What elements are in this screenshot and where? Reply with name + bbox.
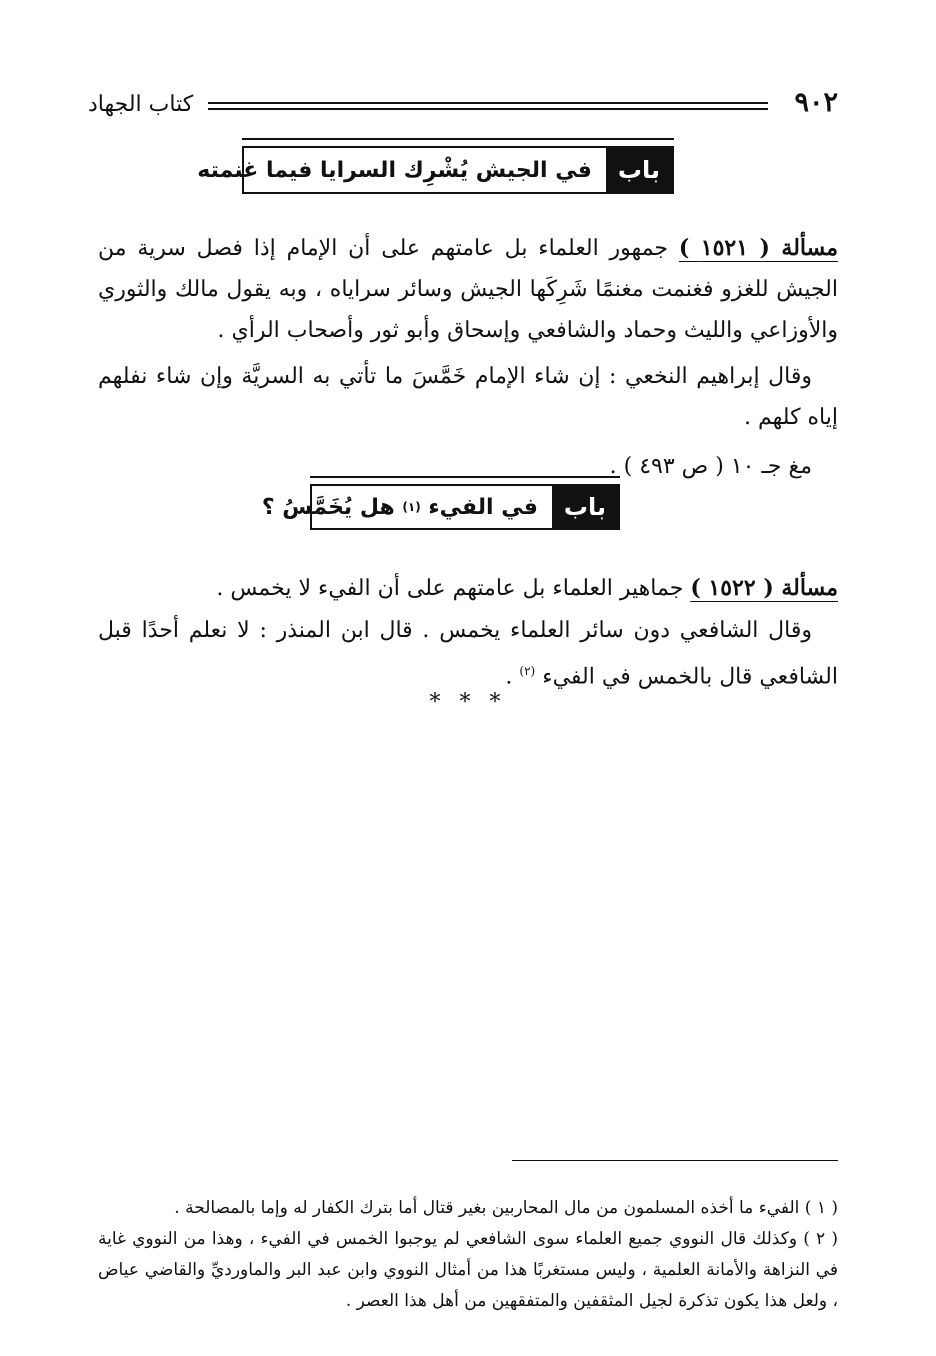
source-reference: مغ جـ ١٠ ( ص ٤٩٣ ) . — [609, 454, 812, 479]
chapter-title: في الجيش يُشْرِك السرايا فيما غنمته — [197, 157, 592, 183]
footnote-ref-2: (٢) — [519, 664, 536, 678]
chapter-title — [248, 486, 552, 528]
chapter-heading-2 — [261, 484, 620, 530]
chapter-label: باب — [552, 486, 618, 528]
page-number: ٩٠٢ — [794, 87, 838, 118]
chapter-heading-1 — [197, 146, 674, 194]
shafii-opinion-paragraph — [98, 610, 838, 697]
book-title: كتاب الجهاد — [88, 92, 194, 117]
nakhai-opinion-paragraph: وقال إبراهيم النخعي : إن شاء الإمام خَمَّسَ ما تأتي به السريَّة وإن شاء نفلهم إياه كلهم . — [98, 364, 838, 430]
issue-number-label: مسألة ( ١٥٢٢ ) — [690, 575, 838, 601]
chapter-title-part: هل يُخَمَّسُ ؟ — [261, 494, 395, 520]
footnote-2: ( ٢ ) وكذلك قال النووي جميع العلماء سوى الشافعي لم يوجبوا الخمس في الفيء ، وهذا من النووي غاية في النزاهة والأمانة العلمية ، وليس مستغربًا هذا من أمثال النووي وابن عبد البر والماورديِّ والقاضي عياض ، ولعل هذا يكون تذكرة لجيل المثقفين والمتفقهين من أهل هذا العصر . — [98, 1229, 838, 1311]
issue-text: جمهور العلماء بل عامتهم على أن الإمام إذا فصل سرية من الجيش للغزو فغنمت مغنمًا شَرِكَها الجيش وسائر سراياه ، وبه يقول مالك والثوري والأوزاعي والليث وحماد والشافعي وإسحاق وأبو ثور وأصحاب الرأي . — [98, 236, 838, 343]
page-header — [88, 86, 838, 126]
footnote-1: ( ١ ) الفيء ما أخذه المسلمون من مال المحاربين بغير قتال أما بترك الكفار له وإما بالمصالحة . — [174, 1198, 838, 1218]
chapter-title-part: في الفيء — [428, 494, 538, 520]
header-double-rule — [208, 102, 768, 110]
paragraph-end: . — [505, 664, 513, 690]
issue-text: جماهير العلماء بل عامتهم على أن الفيء لا يخمس . — [216, 576, 684, 601]
paragraph-text: وقال الشافعي دون سائر العلماء يخمس . قال ابن المنذر : لا نعلم أحدًا قبل الشافعي قال بالخمس في الفيء — [98, 618, 838, 690]
chapter-label: باب — [606, 148, 672, 192]
issue-1522-paragraph — [98, 568, 838, 609]
section-separator-stars: * * * — [429, 690, 507, 715]
issue-1521-paragraph — [98, 228, 838, 351]
issue-number-label: مسألة ( ١٥٢١ ) — [678, 235, 839, 261]
footnote-ref-1: (١) — [402, 500, 421, 514]
footnote-separator — [512, 1160, 838, 1161]
